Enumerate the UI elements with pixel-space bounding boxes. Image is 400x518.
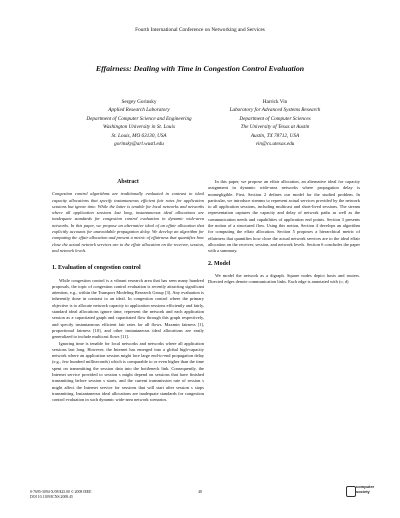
author-affiliation: Department of Computer Science and Engineering [86,115,192,122]
conference-header: Fourth International Conference on Networking and Services [135,27,265,33]
author-affiliation: The University of Texas at Austin [240,124,310,131]
author-affiliation: Applied Research Laboratory [108,107,170,114]
paragraph: We model the network as a digraph. Square nodes depict hosts and routers. Directed edges denote communication links. Each edge is annotated with (c; d) [208,272,360,285]
abstract [52,179,204,254]
paragraph: Ignoring time is tenable for local networks and networks where all application sessions last long. However, the Internet has emerged into a global high-capacity network where an application session might face large end-to-end propagation delay (e.g., few hundred milliseconds) which is comparable to or even higher than the time spent on transmitting the session data into the bottleneck link. Consequently, the Internet service provided to session s might depend on sessions that have finished transmitting before session s starts, and the current transmission rate of session s might affect the Internet service for sessions that will start after session s stops transmitting. Instantaneous ideal allocations are inadequate standards for congestion control evaluation in such dynamic wide-area network scenarios. [52,340,204,403]
computer-society-logo [346,484,376,500]
abstract-heading: Abstract [117,179,139,185]
author-address: Austin, TX 78712, USA [250,132,300,139]
paragraph: While congestion control is a vibrant research area that has seen many hundred proposals, the topic of congestion control evaluation is recently attracting significant attention, e.g., within the Transport Modeling Research Group [3]. Any evaluation is inherently done in contrast to an ideal. In congestion control where the primary objective is to allocate network capacity to application sessions efficiently and fairly, standard ideal allocations ignore time, represent the network and each application session as a capacitated graph and capacitated flow through this graph respectively, and specify instantaneous efficient fair rates for all flows. Maxmin fairness [1], proportional fairness [10], and other instantaneous ideal allocations are easily generalized to include multicast flows [11]. [52,277,204,340]
author-block-2 [190,98,360,148]
doi-line: DOI 10.1109/ICNS.2008.45 [30,495,73,499]
author-affiliation: Washington University in St. Louis [102,124,175,131]
author-affiliation: Laboratory for Advanced Systems Research [229,107,321,114]
logo-text: computer society [356,484,375,494]
left-column [52,179,204,404]
author-address: St. Louis, MO 63130, USA [111,132,167,139]
author-name: Harrick Vin [262,99,288,105]
isbn-line: 0-7695-3094-X/08 $25.00 © 2008 IEEE [30,490,92,494]
author-email: gorinsky@arl.wustl.edu [114,141,164,148]
page-number: 48 [198,490,202,494]
paragraph: In this paper, we propose an effair allocation, an alternative ideal for capacity assignment in dynamic wide-area networks where propagation delay is nonnegligible. First, Section 2 defines our model for the studied problem. In particular, we introduce streams to represent actual services provided by the network to all application sessions, including multicast and short-lived sessions. The stream representation captures the capacity and delay of network paths as well as the communication needs and capabilities of application end points. Section 3 presents the notion of a structured flow. Using this notion, Section 4 develops an algorithm for computing the effair allocation. Section 5 proposes a hierarchical metric of effairness that quantifies how close the actual network services are to the ideal effair allocation on the receiver, session, and network levels. Section 6 concludes the paper with a summary. [208,179,360,254]
author-email: vin@cs.utexas.edu [255,141,295,148]
computer-society-logo-icon [346,486,356,497]
section-1-heading: 1. Evaluation of congestion control [52,265,141,272]
author-affiliation: Department of Computer Sciences [239,115,311,122]
abstract-text: Congestion control algorithms are traditionally evaluated in contrast to ideal capacity allocations that specify instantaneous efficient fair rates for application sessions but ignore time. While the latter is tenable for local networks and networks where all application sessions last long, instantaneous ideal allocations are inadequate standards for congestion control evaluation in dynamic wide-area networks. In this paper, we propose an alternative ideal of an effair allocation that explicitly accounts for unavoidable propagation delay. We develop an algorithm for computing the effair allocation and present a metric of effairness that quantifies how close the actual network services are to the effair allocation on the receiver, session, and network levels. [52,191,204,253]
section-2-heading: 2. Model [208,260,231,267]
paper-title: Effairness: Dealing with Time in Congestion Control Evaluation [95,64,305,73]
right-column [208,179,360,285]
author-name: Sergey Gorinsky [121,99,157,105]
